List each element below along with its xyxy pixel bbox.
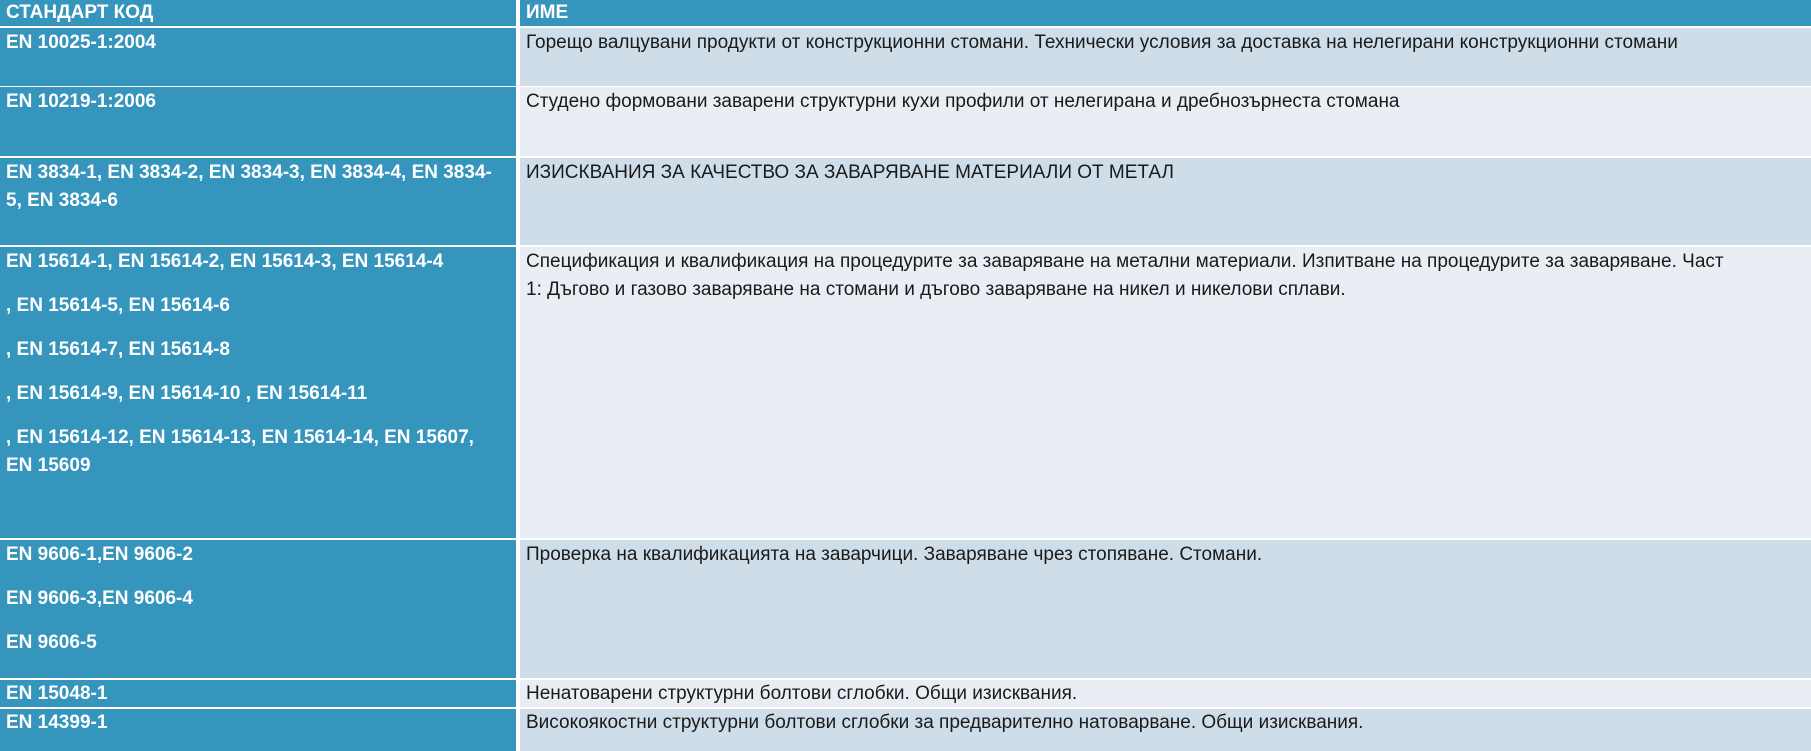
standard-code: EN 10219-1:2006 xyxy=(6,91,156,112)
standard-code: EN 3834-1, EN 3834-2, EN 3834-3, EN 3834-4, EN 3834- xyxy=(6,162,492,183)
name-cell xyxy=(520,87,1811,156)
standard-name: ИЗИСКВАНИЯ ЗА КАЧЕСТВО ЗА ЗАВАРЯВАНЕ МАТЕРИАЛИ ОТ МЕТАЛ xyxy=(526,162,1174,183)
standard-code: EN 14399-1 xyxy=(6,712,108,733)
standard-code: EN 10025-1:2004 xyxy=(6,32,156,53)
name-cell xyxy=(520,247,1811,538)
name-cell xyxy=(520,158,1811,245)
table-row xyxy=(0,158,1811,245)
standard-name: Студено формовани заварени структурни кухи профили от нелегирана и дребнозърнеста стомана xyxy=(526,91,1400,112)
table-row xyxy=(0,247,1811,538)
table-row xyxy=(0,680,1811,707)
code-cell xyxy=(0,158,516,245)
code-cell xyxy=(0,540,516,678)
standard-code: , EN 15614-9, EN 15614-10 , EN 15614-11 xyxy=(6,383,368,404)
name-cell xyxy=(520,540,1811,678)
standard-code: EN 9606-5 xyxy=(6,632,97,653)
table-row xyxy=(0,28,1811,86)
name-cell xyxy=(520,709,1811,751)
table-row xyxy=(0,540,1811,678)
standard-code: EN 9606-1,EN 9606-2 xyxy=(6,544,193,565)
code-cell xyxy=(0,28,516,86)
code-cell xyxy=(0,709,516,751)
header-name-label: ИМЕ xyxy=(526,2,569,23)
standard-code: EN 15609 xyxy=(6,455,91,476)
standard-code: EN 15048-1 xyxy=(6,683,108,704)
standard-name: Горещо валцувани продукти от конструкционни стомани. Технически условия за доставка на нелегирани конструкционни стомани xyxy=(526,32,1678,53)
standard-name: Спецификация и квалификация на процедурите за заваряване на метални материали. Изпитване на процедурите за заваряване. Част xyxy=(526,251,1724,272)
name-cell xyxy=(520,680,1811,707)
code-cell xyxy=(0,247,516,538)
standard-code: , EN 15614-5, EN 15614-6 xyxy=(6,295,230,316)
standard-code: , EN 15614-12, EN 15614-13, EN 15614-14, EN 15607, xyxy=(6,427,474,448)
table-row xyxy=(0,87,1811,156)
header-code-label: СТАНДАРТ КОД xyxy=(6,2,154,23)
name-cell xyxy=(520,28,1811,86)
standard-code: EN 15614-1, EN 15614-2, EN 15614-3, EN 15614-4 xyxy=(6,251,444,272)
standard-code: , EN 15614-7, EN 15614-8 xyxy=(6,339,230,360)
table-row xyxy=(0,709,1811,751)
header-name-cell xyxy=(520,0,1811,26)
table-header xyxy=(0,0,1811,26)
standard-name: Проверка на квалификацията на заварчици. Заваряване чрез стопяване. Стомани. xyxy=(526,544,1263,565)
standard-name: 1: Дъгово и газово заваряване на стомани и дъгово заваряване на никел и никелови сплави. xyxy=(526,279,1346,300)
code-cell xyxy=(0,680,516,707)
header-code-cell xyxy=(0,0,516,26)
standard-name: Ненатоварени структурни болтови сглобки. Общи изисквания. xyxy=(526,683,1078,704)
standard-name: Високоякостни структурни болтови сглобки за предварително натоварване. Общи изисквания. xyxy=(526,712,1364,733)
standard-code: EN 9606-3,EN 9606-4 xyxy=(6,588,193,609)
standard-code: 5, EN 3834-6 xyxy=(6,190,118,211)
code-cell xyxy=(0,87,516,156)
